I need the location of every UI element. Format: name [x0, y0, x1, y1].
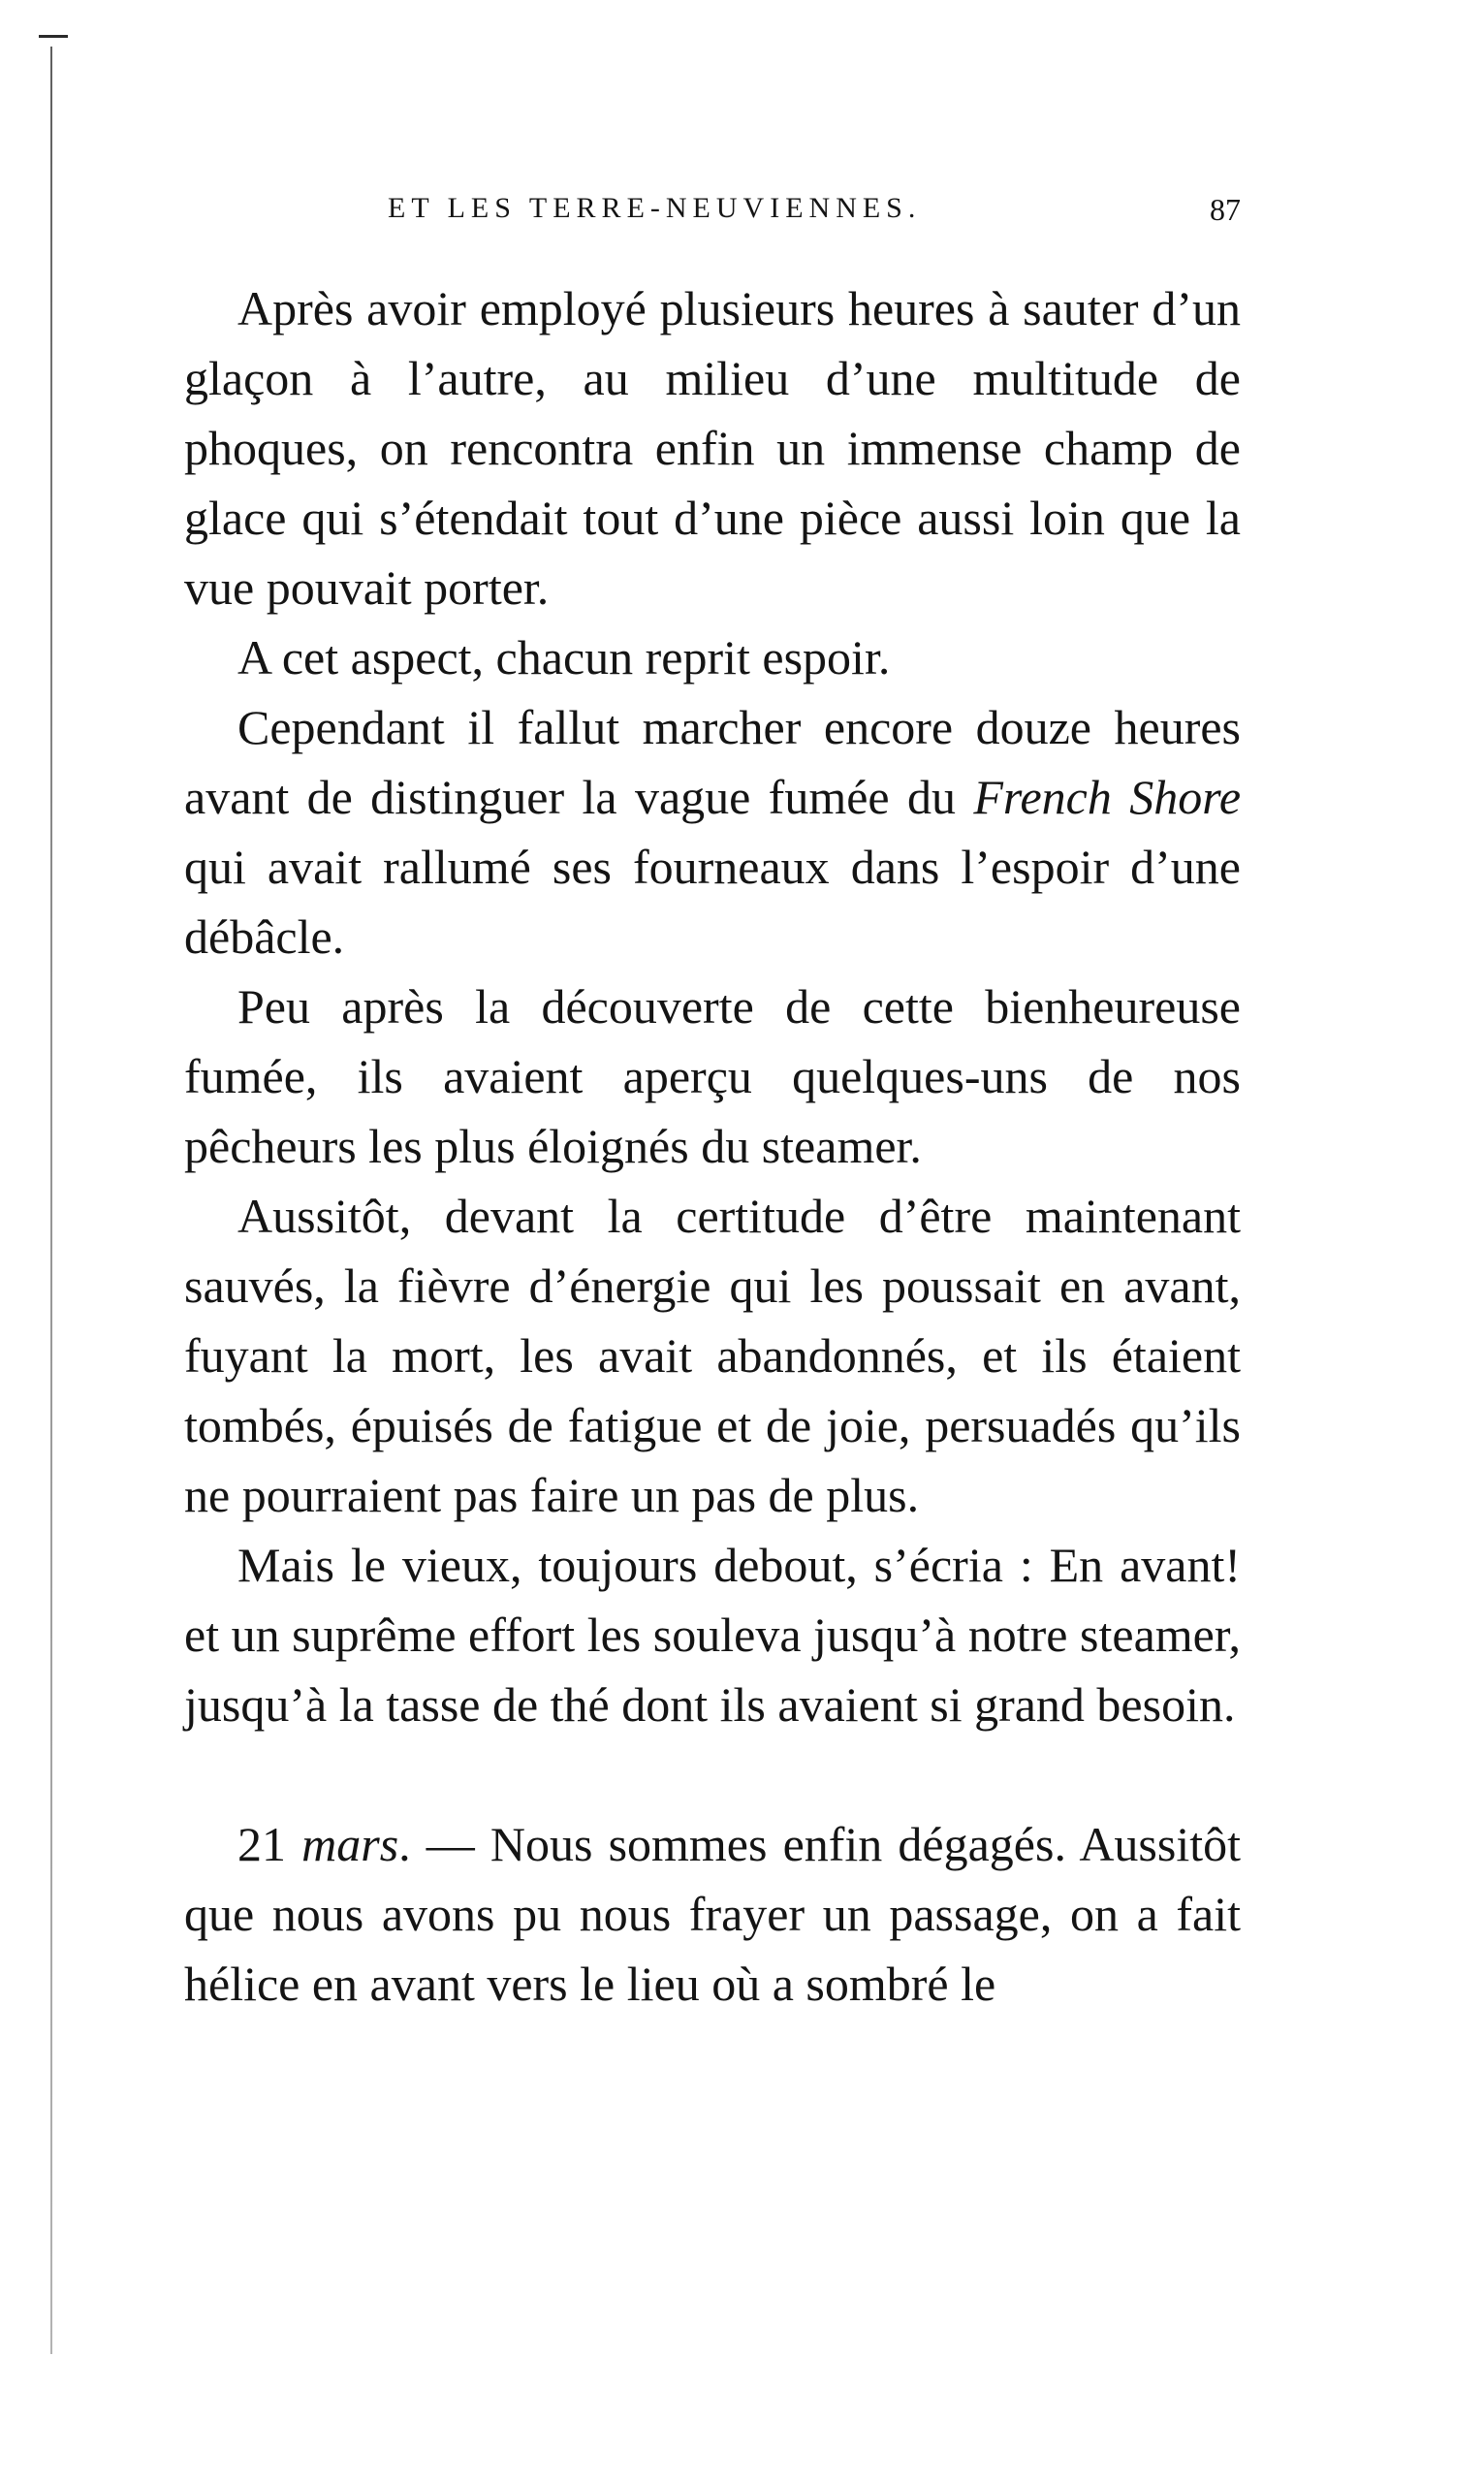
section-gap [184, 1739, 1241, 1809]
journal-text: Nous sommes enfin dégagés. Aussitôt que nous avons pu nous frayer un passage, on a fait hélice en avant vers le lieu où a sombré le [184, 1817, 1242, 2011]
paragraph-2: A cet aspect, chacun reprit espoir. [237, 630, 891, 685]
paragraph-3 [184, 692, 1241, 971]
binding-mark [39, 35, 68, 38]
page-number: 87 [1210, 192, 1241, 227]
journal-day: 21 [237, 1817, 286, 1871]
paragraph-4: Peu après la découverte de cette bienheureuse fumée, ils avaient aperçu quelques-uns de nos pêcheurs les plus éloignés du steamer. [184, 979, 1241, 1173]
running-title: ET LES TERRE-NEUVIENNES. [388, 192, 922, 224]
paragraph-1: Après avoir employé plusieurs heures à sauter d’un glaçon à l’autre, au milieu d’une multitude de phoques, on rencontra enfin un immense champ de glace qui s’étendait tout d’une pièce aussi loin que la vue pouvait porter. [184, 281, 1241, 615]
journal-entry [184, 1809, 1241, 2019]
body-text [184, 273, 1241, 2019]
paragraph-3-italic: French Shore [973, 770, 1242, 824]
journal-month: mars [301, 1817, 399, 1871]
paragraph-6: Mais le vieux, toujours debout, s’écria : En avant! et un suprême effort les souleva jusqu’à notre steamer, jusqu’à la tasse de thé dont ils avaient si grand besoin. [184, 1538, 1241, 1732]
binding-edge [50, 47, 52, 2354]
paragraph-3-after: qui avait rallumé ses fourneaux dans l’espoir d’une débâcle. [184, 840, 1241, 964]
paragraph-5: Aussitôt, devant la certitude d’être maintenant sauvés, la fièvre d’énergie qui les poussait en avant, fuyant la mort, les avait abandonnés, et ils étaient tombés, épuisés de fatigue et de joie, persuadés qu’ils ne pourraient pas faire un pas de plus. [184, 1189, 1241, 1522]
running-head [388, 192, 1241, 235]
journal-dash: . — [398, 1817, 490, 1871]
paragraph-3-before: Cependant il fallut marcher encore douze heures avant de distinguer la vague fumée du [184, 700, 1241, 824]
